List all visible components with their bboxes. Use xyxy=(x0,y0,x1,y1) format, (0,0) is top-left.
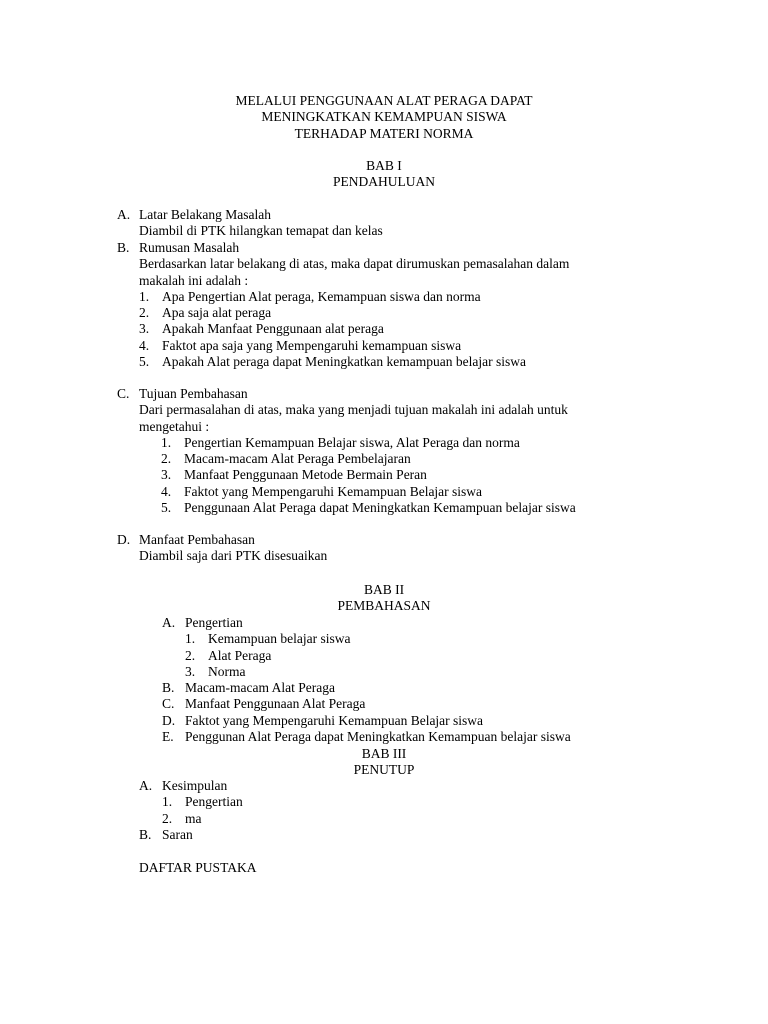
section-marker: B. xyxy=(139,826,152,842)
list-item: 4. Faktot yang Mempengaruhi Kemampuan Belajar siswa xyxy=(161,483,483,499)
list-item: 2. Macam-macam Alat Peraga Pembelajaran xyxy=(161,451,411,467)
bab2-outline xyxy=(162,615,571,745)
bab1-section-c xyxy=(117,386,576,516)
list-item: 2. Alat Peraga xyxy=(185,647,272,663)
section-text: Diambil di PTK hilangkan temapat dan kelas xyxy=(139,223,383,239)
chapter-title: BAB II xyxy=(363,582,405,597)
section-label: Saran xyxy=(162,826,193,842)
section-marker: C. xyxy=(117,386,130,401)
section-text: mengetahui : xyxy=(139,418,210,434)
list-item: 5. Penggunaan Alat Peraga dapat Meningkatkan Kemampuan belajar siswa xyxy=(161,500,576,516)
list-item: 3. Norma xyxy=(185,663,246,679)
chapter-subtitle: PENUTUP xyxy=(353,762,415,778)
outline-item: E. Penggunan Alat Peraga dapat Meningkatkan Kemampuan belajar siswa xyxy=(162,729,571,745)
section-marker: A. xyxy=(139,778,153,793)
chapter-title: BAB I xyxy=(366,158,402,173)
bab1-section-a xyxy=(117,207,383,240)
section-label: Latar Belakang Masalah xyxy=(139,207,271,222)
list-item: 3. Apakah Manfaat Penggunaan alat peraga xyxy=(139,321,384,337)
section-label: Rumusan Masalah xyxy=(139,240,240,255)
chapter-subtitle: PENDAHULUAN xyxy=(333,174,435,190)
section-text: Diambil saja dari PTK disesuaikan xyxy=(139,548,328,564)
bab3-heading xyxy=(0,746,768,779)
section-marker: A. xyxy=(162,615,176,630)
chapter-subtitle: PEMBAHASAN xyxy=(337,598,431,614)
bibliography-heading: DAFTAR PUSTAKA xyxy=(139,860,257,875)
list-item: 5. Apakah Alat peraga dapat Meningkatkan kemampuan belajar siswa xyxy=(139,354,526,370)
bab1-heading xyxy=(0,158,768,191)
document-title xyxy=(0,93,768,142)
chapter-title: BAB III xyxy=(361,746,407,761)
section-label: Manfaat Pembahasan xyxy=(139,532,255,547)
list-item: 3. Manfaat Penggunaan Metode Bermain Peran xyxy=(161,467,427,483)
list-item: 2. ma xyxy=(162,810,202,826)
list-item: 2. Apa saja alat peraga xyxy=(139,305,272,321)
section-label: Pengertian xyxy=(185,615,243,630)
section-label: Tujuan Pembahasan xyxy=(139,386,248,401)
bab1-section-d xyxy=(117,532,327,565)
outline-item: D. Faktot yang Mempengaruhi Kemampuan Belajar siswa xyxy=(162,712,484,728)
section-text: Dari permasalahan di atas, maka yang menjadi tujuan makalah ini adalah untuk xyxy=(139,402,568,418)
section-label: Kesimpulan xyxy=(162,778,228,793)
list-item: 1. Kemampuan belajar siswa xyxy=(185,631,351,647)
title-line: MELALUI PENGGUNAAN ALAT PERAGA DAPAT xyxy=(235,93,533,108)
section-text: makalah ini adalah : xyxy=(139,272,249,288)
title-line: TERHADAP MATERI NORMA xyxy=(294,125,474,141)
outline-item: B. Macam-macam Alat Peraga xyxy=(162,680,335,696)
section-marker: B. xyxy=(117,240,130,255)
bab2-heading xyxy=(0,582,768,615)
section-marker: D. xyxy=(117,532,131,547)
title-line: MENINGKATKAN KEMAMPUAN SISWA xyxy=(261,109,507,125)
bab3-outline xyxy=(139,778,243,843)
bab1-section-b xyxy=(117,240,569,370)
list-item: 1. Apa Pengertian Alat peraga, Kemampuan siswa dan norma xyxy=(139,288,481,304)
outline-item: C. Manfaat Penggunaan Alat Peraga xyxy=(162,696,366,712)
list-item: 1. Pengertian Kemampuan Belajar siswa, Alat Peraga dan norma xyxy=(161,434,520,450)
section-text: Berdasarkan latar belakang di atas, maka dapat dirumuskan pemasalahan dalam xyxy=(139,256,570,272)
list-item: 1. Pengertian xyxy=(162,794,243,810)
list-item: 4. Faktot apa saja yang Mempengaruhi kemampuan siswa xyxy=(139,337,462,353)
section-marker: A. xyxy=(117,207,131,222)
